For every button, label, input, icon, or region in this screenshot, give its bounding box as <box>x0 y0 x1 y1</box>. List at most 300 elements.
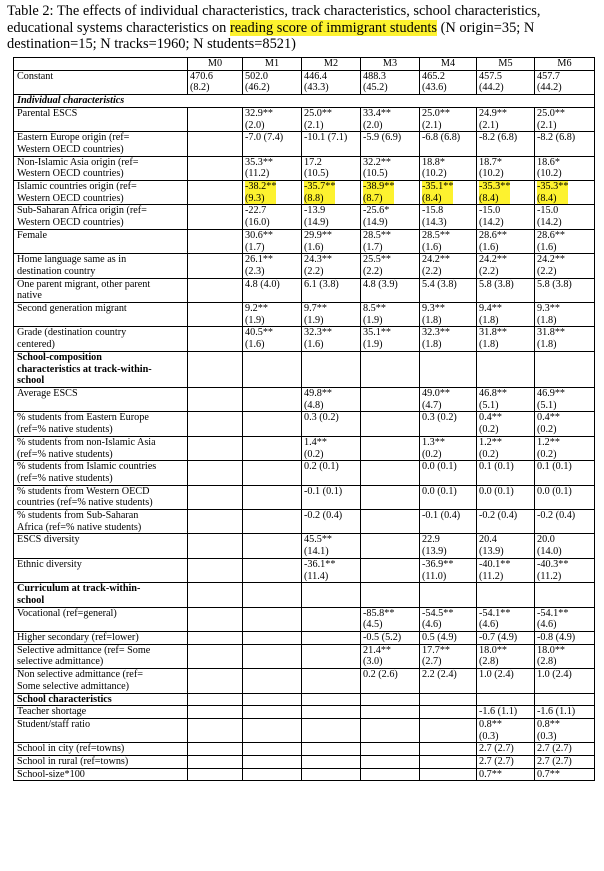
coefficient-value: -5.9 (6.9) <box>363 132 402 144</box>
coefficient-value: 4.8 (4.0) <box>245 278 280 290</box>
coefficient-value: -0.2 (0.4) <box>537 510 576 522</box>
coefficient-value: -1.6 (1.1) <box>537 706 576 718</box>
value-cell <box>477 412 535 436</box>
coefficient-value: 0.0 (0.1) <box>479 485 514 497</box>
coefficient-value: 4.8 (3.9) <box>363 278 398 290</box>
coefficient-value: -35.7** (8.8) <box>304 181 336 204</box>
value-cell <box>420 387 477 411</box>
row-label <box>14 107 188 131</box>
value-cell <box>477 718 535 742</box>
coefficient-value: 2.7 (2.7) <box>537 743 572 755</box>
row-label-text: Vocational (ref=general) <box>17 607 117 619</box>
section-heading <box>14 351 188 387</box>
row-label-text: Non selective admittance (ref= Some selective admittance) <box>17 669 143 692</box>
value-cell <box>361 327 420 351</box>
value-cell <box>420 205 477 229</box>
value-cell <box>535 132 595 156</box>
coefficient-value: -8.2 (6.8) <box>537 132 576 144</box>
value-cell <box>420 278 477 302</box>
coefficient-value: 9.7** (1.9) <box>304 303 327 326</box>
section-row <box>14 95 595 108</box>
value-cell <box>477 387 535 411</box>
value-cell <box>535 607 595 631</box>
row-label-text: School-size*100 <box>17 768 85 780</box>
value-cell <box>361 510 420 534</box>
table-row <box>14 278 595 302</box>
value-cell <box>477 706 535 719</box>
coefficient-value: 24.3** (2.2) <box>304 254 333 277</box>
caption-text-end: (N origin=35; N destination=15; N tracks=1960; N students=8521) <box>7 19 535 53</box>
value-cell <box>535 768 595 781</box>
coefficient-value: 0.0 (0.1) <box>422 461 457 473</box>
row-label-text: % students from Islamic countries (ref=% native students) <box>17 461 157 484</box>
value-cell <box>535 706 595 719</box>
row-label <box>14 327 188 351</box>
empty-cell <box>302 351 361 387</box>
value-cell <box>188 558 243 582</box>
value-cell <box>361 107 420 131</box>
value-cell <box>243 70 302 94</box>
value-cell <box>302 706 361 719</box>
empty-cell <box>477 351 535 387</box>
row-label <box>14 70 188 94</box>
value-cell <box>361 632 420 645</box>
row-label <box>14 706 188 719</box>
value-cell <box>535 156 595 180</box>
empty-cell <box>243 583 302 607</box>
value-cell <box>243 461 302 485</box>
value-cell <box>535 718 595 742</box>
row-label <box>14 756 188 769</box>
coefficient-value: 2.7 (2.7) <box>537 756 572 768</box>
row-label-text: Islamic countries origin (ref= Western OECD countries) <box>17 181 137 204</box>
coefficient-value: 45.5** (14.1) <box>304 534 333 558</box>
coefficient-value: 470.6 (8.2) <box>190 70 213 94</box>
coefficient-value: 2.7 (2.7) <box>479 743 514 755</box>
value-cell <box>243 412 302 436</box>
coefficient-value: 32.3** (1.6) <box>304 327 333 351</box>
value-cell <box>361 768 420 781</box>
model-header-m6: M6 <box>535 58 595 71</box>
table-row <box>14 756 595 769</box>
coefficient-value: 457.5 (44.2) <box>479 70 504 94</box>
value-cell <box>361 254 420 278</box>
value-cell <box>477 303 535 327</box>
value-cell <box>188 387 243 411</box>
value-cell <box>477 132 535 156</box>
value-cell <box>535 303 595 327</box>
row-label <box>14 229 188 253</box>
value-cell <box>420 558 477 582</box>
value-cell <box>361 278 420 302</box>
value-cell <box>302 181 361 205</box>
value-cell <box>302 70 361 94</box>
coefficient-value: 26.1** (2.3) <box>245 254 274 277</box>
row-label <box>14 607 188 631</box>
value-cell <box>477 181 535 205</box>
coefficient-value: 0.3 (0.2) <box>422 412 457 424</box>
coefficient-value: 0.8** (0.3) <box>537 718 560 742</box>
value-cell <box>535 558 595 582</box>
value-cell <box>243 205 302 229</box>
coefficient-value: 502.0 (46.2) <box>245 70 270 94</box>
empty-cell <box>243 351 302 387</box>
coefficient-value: 1.2** (0.2) <box>537 436 560 460</box>
value-cell <box>302 132 361 156</box>
table-row <box>14 181 595 205</box>
value-cell <box>361 607 420 631</box>
row-label <box>14 743 188 756</box>
value-cell <box>302 632 361 645</box>
table-caption <box>7 3 599 53</box>
empty-cell <box>361 351 420 387</box>
row-label-text: Ethnic diversity <box>17 558 82 570</box>
value-cell <box>477 644 535 668</box>
row-label <box>14 669 188 693</box>
coefficient-value: 40.5** (1.6) <box>245 327 274 351</box>
value-cell <box>477 743 535 756</box>
value-cell <box>302 743 361 756</box>
row-label-text: ESCS diversity <box>17 534 80 546</box>
value-cell <box>477 327 535 351</box>
value-cell <box>420 534 477 558</box>
value-cell <box>188 70 243 94</box>
row-label-text: Second generation migrant <box>17 303 127 315</box>
coefficient-value: -40.3** (11.2) <box>537 558 569 582</box>
row-label-text: Parental ESCS <box>17 107 78 119</box>
table-row <box>14 412 595 436</box>
value-cell <box>188 278 243 302</box>
coefficient-value: 0.8** (0.3) <box>479 718 502 742</box>
value-cell <box>477 70 535 94</box>
coefficient-value: 0.1 (0.1) <box>537 461 572 473</box>
coefficient-value: 9.3** (1.8) <box>422 303 445 326</box>
coefficient-value: -38.9** (8.7) <box>363 181 395 204</box>
value-cell <box>302 387 361 411</box>
table-row <box>14 132 595 156</box>
value-cell <box>188 107 243 131</box>
coefficient-value: 25.0** (2.1) <box>304 107 333 131</box>
value-cell <box>243 278 302 302</box>
results-table <box>13 57 595 781</box>
table-row <box>14 669 595 693</box>
value-cell <box>477 485 535 509</box>
coefficient-value: 0.0 (0.1) <box>422 485 457 497</box>
value-cell <box>477 205 535 229</box>
value-cell <box>477 254 535 278</box>
value-cell <box>361 644 420 668</box>
table-row <box>14 107 595 131</box>
value-cell <box>243 181 302 205</box>
value-cell <box>188 303 243 327</box>
section-row <box>14 583 595 607</box>
coefficient-value: 24.2** (2.2) <box>537 254 566 277</box>
value-cell <box>302 107 361 131</box>
section-heading-text: Curriculum at track-within- school <box>17 583 141 606</box>
value-cell <box>420 461 477 485</box>
coefficient-value: 5.8 (3.8) <box>479 278 514 290</box>
table-row <box>14 510 595 534</box>
value-cell <box>188 461 243 485</box>
table-row <box>14 156 595 180</box>
value-cell <box>243 743 302 756</box>
row-label-text: Grade (destination country centered) <box>17 327 127 351</box>
value-cell <box>535 205 595 229</box>
coefficient-value: 8.5** (1.9) <box>363 303 386 326</box>
coefficient-value: 29.9** (1.6) <box>304 229 333 253</box>
caption-text: Table 2: The effects of individual characteristics, track characteristics, school characteristics, educational systems characteristics on <box>7 3 541 36</box>
model-header-m2: M2 <box>302 58 361 71</box>
value-cell <box>243 436 302 460</box>
coefficient-value: -36.9** (11.0) <box>422 558 454 582</box>
row-label-text: One parent migrant, other parent native <box>17 278 151 302</box>
value-cell <box>188 327 243 351</box>
coefficient-value: -15.8 (14.3) <box>422 205 447 229</box>
value-cell <box>361 706 420 719</box>
coefficient-value: -54.1** (4.6) <box>479 607 511 631</box>
row-label <box>14 156 188 180</box>
coefficient-value: 32.3** (1.8) <box>422 327 451 351</box>
value-cell <box>420 669 477 693</box>
empty-cell <box>420 351 477 387</box>
coefficient-value: 0.4** (0.2) <box>479 412 502 436</box>
value-cell <box>361 756 420 769</box>
row-label-text: School in city (ref=towns) <box>17 743 125 755</box>
coefficient-value: 46.8** (5.1) <box>479 387 508 411</box>
value-cell <box>477 229 535 253</box>
caption-highlight: reading score of immigrant students <box>229 19 437 36</box>
empty-cell <box>188 693 243 706</box>
value-cell <box>535 181 595 205</box>
value-cell <box>420 632 477 645</box>
value-cell <box>302 461 361 485</box>
coefficient-value: -6.8 (6.8) <box>422 132 461 144</box>
value-cell <box>477 669 535 693</box>
value-cell <box>535 327 595 351</box>
coefficient-value: -25.6* (14.9) <box>363 205 390 229</box>
value-cell <box>188 768 243 781</box>
value-cell <box>243 768 302 781</box>
value-cell <box>361 743 420 756</box>
value-cell <box>361 461 420 485</box>
row-label <box>14 181 188 205</box>
coefficient-value: 5.8 (3.8) <box>537 278 572 290</box>
value-cell <box>361 387 420 411</box>
value-cell <box>477 558 535 582</box>
value-cell <box>243 558 302 582</box>
value-cell <box>420 132 477 156</box>
coefficient-value: 31.8** (1.8) <box>479 327 508 351</box>
value-cell <box>420 254 477 278</box>
value-cell <box>535 387 595 411</box>
coefficient-value: -0.7 (4.9) <box>479 632 518 644</box>
section-row <box>14 693 595 706</box>
value-cell <box>535 534 595 558</box>
value-cell <box>243 107 302 131</box>
table-row <box>14 254 595 278</box>
coefficient-value: 465.2 (43.6) <box>422 70 447 94</box>
row-label <box>14 412 188 436</box>
value-cell <box>302 229 361 253</box>
coefficient-value: -1.6 (1.1) <box>479 706 518 718</box>
section-heading <box>14 95 595 108</box>
row-label-text: Constant <box>17 70 54 82</box>
table-row <box>14 718 595 742</box>
coefficient-value: 9.3** (1.8) <box>537 303 560 326</box>
value-cell <box>243 229 302 253</box>
value-cell <box>302 327 361 351</box>
value-cell <box>535 510 595 534</box>
value-cell <box>243 303 302 327</box>
coefficient-value: -40.1** (11.2) <box>479 558 511 582</box>
row-label <box>14 632 188 645</box>
row-label <box>14 768 188 781</box>
value-cell <box>420 607 477 631</box>
coefficient-value: 25.0** (2.1) <box>537 107 566 131</box>
value-cell <box>535 669 595 693</box>
coefficient-value: 30.6** (1.7) <box>245 229 274 253</box>
coefficient-value: 31.8** (1.8) <box>537 327 566 351</box>
empty-cell <box>188 351 243 387</box>
row-label <box>14 205 188 229</box>
table-row <box>14 632 595 645</box>
row-label-text: Average ESCS <box>17 387 78 399</box>
table-row <box>14 303 595 327</box>
table-row <box>14 558 595 582</box>
value-cell <box>302 558 361 582</box>
value-cell <box>420 156 477 180</box>
value-cell <box>477 510 535 534</box>
value-cell <box>243 327 302 351</box>
value-cell <box>477 534 535 558</box>
value-cell <box>302 205 361 229</box>
coefficient-value: 5.4 (3.8) <box>422 278 457 290</box>
model-header-m0: M0 <box>188 58 243 71</box>
value-cell <box>243 632 302 645</box>
coefficient-value: -0.5 (5.2) <box>363 632 402 644</box>
value-cell <box>361 558 420 582</box>
row-label <box>14 718 188 742</box>
value-cell <box>361 229 420 253</box>
value-cell <box>188 205 243 229</box>
value-cell <box>361 436 420 460</box>
empty-cell <box>535 583 595 607</box>
value-cell <box>477 461 535 485</box>
value-cell <box>477 436 535 460</box>
empty-cell <box>361 693 420 706</box>
empty-cell <box>188 583 243 607</box>
value-cell <box>361 70 420 94</box>
empty-cell <box>420 693 477 706</box>
table-row <box>14 327 595 351</box>
value-cell <box>420 743 477 756</box>
coefficient-value: 0.1 (0.1) <box>479 461 514 473</box>
value-cell <box>243 669 302 693</box>
table-row <box>14 229 595 253</box>
coefficient-value: -10.1 (7.1) <box>304 132 348 144</box>
coefficient-value: 17.7** (2.7) <box>422 644 451 668</box>
value-cell <box>188 229 243 253</box>
coefficient-value: 18.6* (10.2) <box>537 156 562 180</box>
coefficient-value: -54.5** (4.6) <box>422 607 454 631</box>
coefficient-value: -35.3** (8.4) <box>537 181 569 204</box>
row-label-text: Non-Islamic Asia origin (ref= Western OECD countries) <box>17 156 139 180</box>
coefficient-value: 1.4** (0.2) <box>304 436 327 460</box>
coefficient-value: 0.4** (0.2) <box>537 412 560 436</box>
table-row <box>14 743 595 756</box>
row-label-text: Eastern Europe origin (ref= Western OECD countries) <box>17 132 130 155</box>
empty-cell <box>302 693 361 706</box>
coefficient-value: 18.8* (10.2) <box>422 156 447 180</box>
value-cell <box>188 254 243 278</box>
coefficient-value: 6.1 (3.8) <box>304 278 339 290</box>
value-cell <box>302 436 361 460</box>
value-cell <box>188 412 243 436</box>
value-cell <box>535 278 595 302</box>
value-cell <box>535 632 595 645</box>
table-row <box>14 534 595 558</box>
row-label <box>14 558 188 582</box>
value-cell <box>535 70 595 94</box>
value-cell <box>477 768 535 781</box>
coefficient-value: 28.5** (1.6) <box>422 229 451 253</box>
coefficient-value: 9.4** (1.8) <box>479 303 502 326</box>
coefficient-value: 18.0** (2.8) <box>479 644 508 668</box>
value-cell <box>188 485 243 509</box>
value-cell <box>243 132 302 156</box>
coefficient-value: 0.5 (4.9) <box>422 632 457 644</box>
coefficient-value: 24.9** (2.1) <box>479 107 508 131</box>
table-row <box>14 607 595 631</box>
coefficient-value: 28.5** (1.7) <box>363 229 392 253</box>
value-cell <box>188 436 243 460</box>
value-cell <box>243 387 302 411</box>
section-heading <box>14 583 188 607</box>
value-cell <box>188 510 243 534</box>
coefficient-value: 49.8** (4.8) <box>304 387 333 411</box>
section-row <box>14 351 595 387</box>
value-cell <box>188 607 243 631</box>
coefficient-value: -0.1 (0.1) <box>304 485 343 497</box>
coefficient-value: 0.0 (0.1) <box>537 485 572 497</box>
coefficient-value: -13.9 (14.9) <box>304 205 329 229</box>
value-cell <box>535 254 595 278</box>
value-cell <box>243 756 302 769</box>
coefficient-value: 32.9** (2.0) <box>245 107 274 131</box>
value-cell <box>535 485 595 509</box>
coefficient-value: 446.4 (43.3) <box>304 70 329 94</box>
value-cell <box>361 156 420 180</box>
coefficient-value: -35.3** (8.4) <box>479 181 511 204</box>
value-cell <box>302 278 361 302</box>
model-header-m5: M5 <box>477 58 535 71</box>
header-blank-cell <box>14 58 188 71</box>
section-heading-text: School-composition characteristics at track-within- school <box>17 351 152 387</box>
coefficient-value: -0.1 (0.4) <box>422 510 461 522</box>
row-label <box>14 485 188 509</box>
row-label <box>14 278 188 302</box>
coefficient-value: -36.1** (11.4) <box>304 558 336 582</box>
coefficient-value: -35.1** (8.4) <box>422 181 454 204</box>
row-label-text: Female <box>17 229 47 241</box>
coefficient-value: 0.7** <box>479 768 502 780</box>
coefficient-value: -15.0 (14.2) <box>537 205 562 229</box>
model-header-m1: M1 <box>243 58 302 71</box>
coefficient-value: 0.2 (0.1) <box>304 461 339 473</box>
value-cell <box>302 510 361 534</box>
coefficient-value: 32.2** (10.5) <box>363 156 392 180</box>
table-row <box>14 70 595 94</box>
